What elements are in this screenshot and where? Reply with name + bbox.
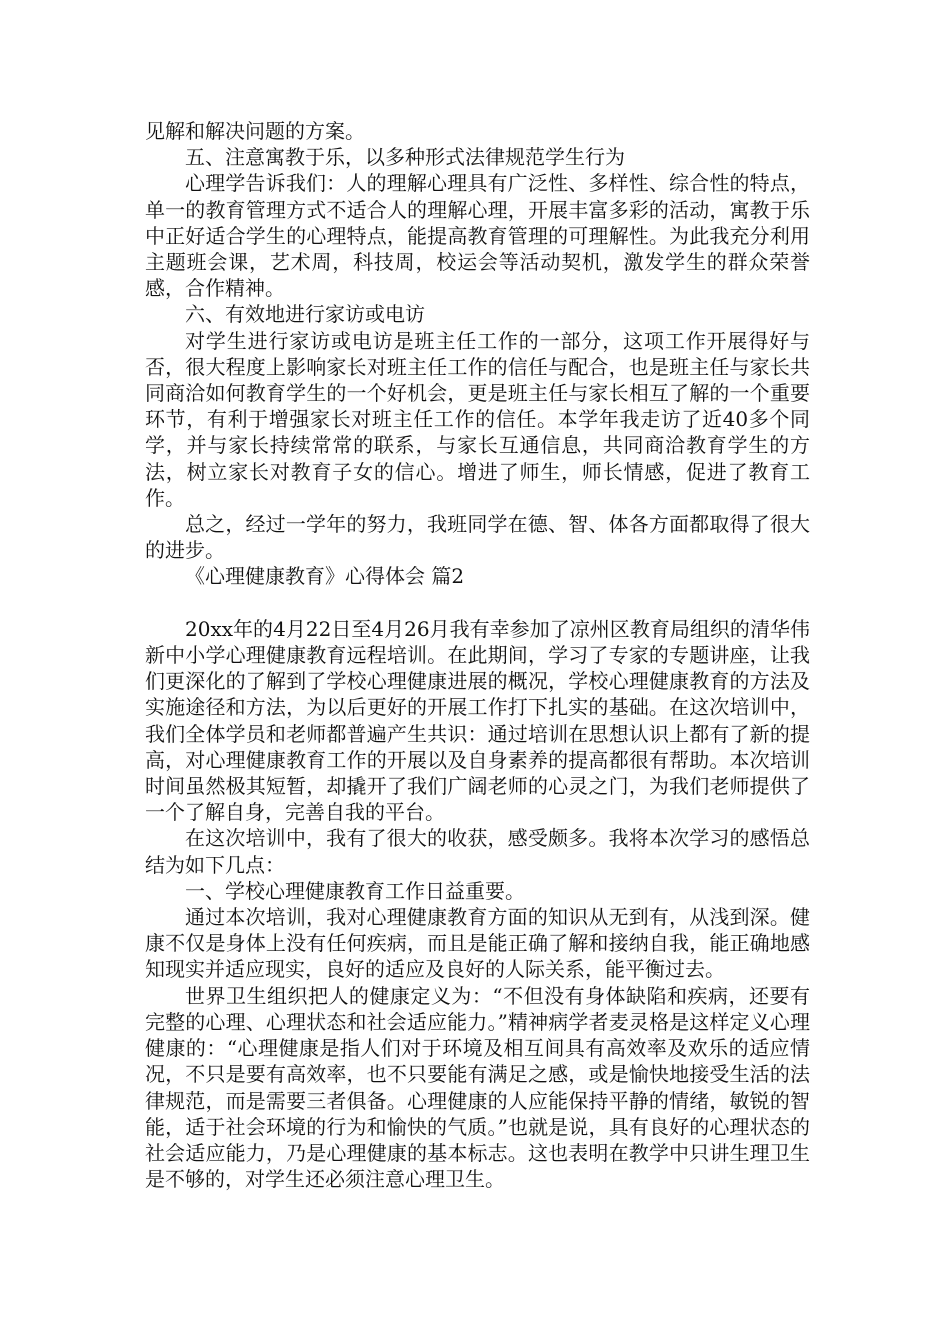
section-heading-1: 一、学校心理健康教育工作日益重要。 [185, 878, 525, 903]
blank-line [145, 590, 810, 616]
paragraph-summary: 总之，经过一学年的努力，我班同学在德、智、体各方面都取得了很大的进步。 [145, 512, 810, 563]
paragraph: 通过本次培训，我对心理健康教育方面的知识从无到有，从浅到深。健康不仅是身体上没有任何疾病，而且是能正确了解和接纳自我，能正确地感知现实并适应现实，良好的适应及良好的人际关系，能平衡过去。 [145, 905, 810, 982]
article-title: 《心理健康教育》心得体会 篇2 [185, 564, 465, 589]
paragraph: 在这次培训中，我有了很大的收获，感受颇多。我将本次学习的感悟总结为如下几点： [145, 826, 810, 877]
section-heading-5: 五、注意寓教于乐，以多种形式法律规范学生行为 [185, 145, 625, 170]
document-body [145, 118, 810, 1192]
paragraph: 对学生进行家访或电访是班主任工作的一部分，这项工作开展得好与否，很大程度上影响家长对班主任工作的信任与配合，也是班主任与家长共同商洽如何教育学生的一个好机会，更是班主任与家长相互了解的一个重要环节，有利于增强家长对班主任工作的信任。本学年我走访了近40多个同学，并与家长持续常常的联系，与家长互通信息，共同商洽教育学生的方法，树立家长对教育子女的信心。增进了师生，师长情感，促进了教育工作。 [145, 328, 810, 510]
paragraph-continuation: 见解和解决问题的方案。 [145, 119, 365, 143]
section-heading-6: 六、有效地进行家访或电访 [185, 302, 425, 327]
paragraph: 20xx年的4月22日至4月26月我有幸参加了凉州区教育局组织的清华伟新中小学心理健康教育远程培训。在此期间，学习了专家的专题讲座，让我们更深化的了解到了学校心理健康进展的概况，学校心理健康教育的方法及实施途径和方法，为以后更好的开展工作打下扎实的基础。在这次培训中，我们全体学员和老师都普遍产生共识：通过培训在思想认识上都有了新的提高，对心理健康教育工作的开展以及自身素养的提高都很有帮助。本次培训时间虽然极其短暂，却撬开了我们广阔老师的心灵之门，为我们老师提供了一个了解自身，完善自我的平台。 [145, 616, 810, 825]
paragraph: 世界卫生组织把人的健康定义为：“不但没有身体缺陷和疾病，还要有完整的心理、心理状态和社会适应能力。”精神病学者麦灵格是这样定义心理健康的：“心理健康是指人们对于环境及相互间具有高效率及欢乐的适应情况，不只是要有高效率，也不只要能有满足之感，或是愉快地接受生活的法律规范，而是需要三者俱备。心理健康的人应能保持平静的情绪，敏锐的智能，适于社会环境的行为和愉快的气质。”也就是说，具有良好的心理状态的社会适应能力，乃是心理健康的基本标志。这也表明在教学中只讲生理卫生是不够的，对学生还必须注意心理卫生。 [145, 983, 810, 1192]
paragraph: 心理学告诉我们：人的理解心理具有广泛性、多样性、综合性的特点，单一的教育管理方式不适合人的理解心理，开展丰富多彩的活动，寓教于乐中正好适合学生的心理特点，能提高教育管理的可理解性。为此我充分利用主题班会课，艺术周，科技周，校运会等活动契机，激发学生的群众荣誉感，合作精神。 [145, 171, 810, 301]
